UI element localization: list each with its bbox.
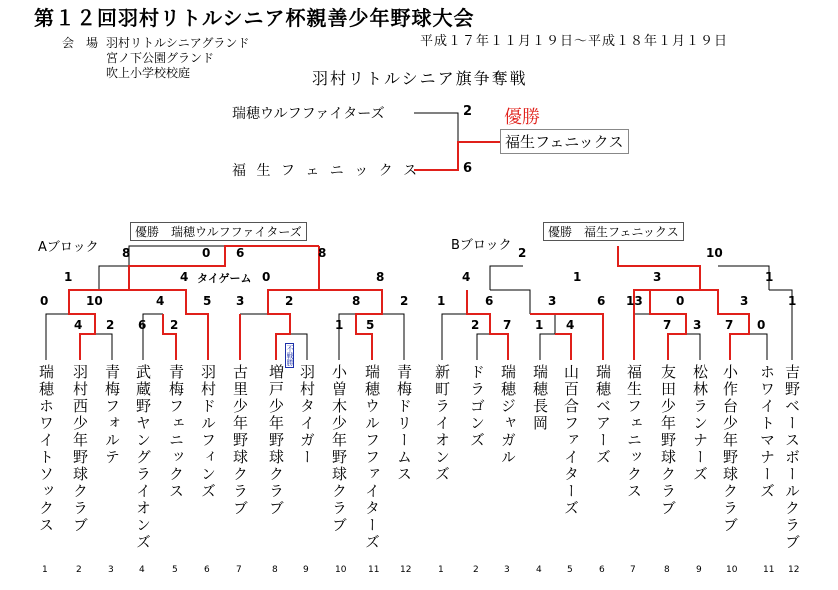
team-name: 武蔵野ヤングライオンズ [134,364,152,551]
match-score: 10 [706,246,723,260]
match-score: 7 [663,318,672,332]
match-score: 0 [202,246,211,260]
team-number: 9 [696,565,702,575]
team-number: 7 [236,565,242,575]
team-number: 8 [664,565,670,575]
team-number: 7 [630,565,636,575]
team-number: 6 [204,565,210,575]
team-number: 9 [303,565,309,575]
team-number: 5 [567,565,573,575]
team-number: 4 [536,565,542,575]
team-number: 12 [788,565,800,575]
match-score: 8 [122,246,131,260]
bracket-black-lines [46,113,792,360]
match-score: 0 [757,318,766,332]
team-name: 羽村タイガー [298,364,316,466]
match-score: 6 [138,318,147,332]
final-score-top: 2 [463,104,473,119]
match-score: 4 [566,318,575,332]
team-name: 羽村西少年野球クラブ [71,364,89,534]
tie-game-label: タイゲーム [197,272,252,285]
team-name: 瑞穂ジャガル [499,364,517,466]
match-score: 1 [437,294,446,308]
venue-2: 宮ノ下公園グランド [106,51,215,65]
team-number: 4 [139,565,145,575]
match-score: 0 [262,270,271,284]
match-score: 1 [535,318,544,332]
team-name: 福生フェニックス [625,364,643,500]
team-name: 友田少年野球クラブ [659,364,677,517]
match-score: 2 [400,294,409,308]
match-score: 13 [626,294,643,308]
match-score: 1 [765,270,774,284]
team-number: 2 [76,565,82,575]
match-score: 3 [740,294,749,308]
final-score-bottom: 6 [463,161,473,176]
block-a-champion: 優勝 瑞穂ウルフファイターズ [130,222,307,241]
team-name: 小曽木少年野球クラブ [330,364,348,534]
team-name: 松林ランナーズ [691,364,709,483]
match-score: 4 [462,270,471,284]
match-score: 1 [335,318,344,332]
match-score: 2 [106,318,115,332]
match-score: 3 [653,270,662,284]
team-number: 3 [504,565,510,575]
team-name: 吉野ベースボールクラブ [783,364,801,551]
match-score: 8 [318,246,327,260]
team-number: 3 [108,565,114,575]
team-name: ドラゴンズ [468,364,486,449]
match-score: 4 [74,318,83,332]
match-score: 4 [156,294,165,308]
team-name: 山百合ファイターズ [562,364,580,517]
match-score: 7 [725,318,734,332]
match-score: 8 [376,270,385,284]
match-score: 3 [236,294,245,308]
team-name: 瑞穂ベアーズ [594,364,612,466]
match-score: 5 [366,318,375,332]
team-name: ホワイトマナーズ [758,364,776,500]
team-number: 1 [42,565,48,575]
team-number: 11 [763,565,775,575]
team-name: 瑞穂長岡 [531,364,549,432]
match-score: 1 [573,270,582,284]
team-name: 古里少年野球クラブ [231,364,249,517]
block-b-label: Bブロック [451,238,512,253]
team-name: 青梅フェニックス [167,364,185,500]
final-team-top: 瑞穂ウルフファイターズ [232,106,385,122]
match-score: 3 [693,318,702,332]
team-name: 羽村ドルフィンズ [199,364,217,500]
flag-title: 羽村リトルシニア旗争奪戦 [312,69,528,88]
team-number: 12 [400,565,412,575]
final-team-bottom: 福 生 フ ェ ニ ッ ク ス [232,163,421,179]
venue-3: 吹上小学校校庭 [106,66,191,80]
match-score: 6 [236,246,245,260]
match-score: 0 [676,294,685,308]
team-number: 2 [473,565,479,575]
match-score: 0 [40,294,49,308]
match-score: 3 [548,294,557,308]
match-score: 2 [518,246,527,260]
team-number: 1 [438,565,444,575]
team-number: 6 [599,565,605,575]
match-score: 6 [597,294,606,308]
team-number: 8 [272,565,278,575]
team-number: 5 [172,565,178,575]
match-score: 4 [180,270,189,284]
match-score: 8 [352,294,361,308]
champion-label: 優勝 [504,107,540,128]
team-name: 瑞穂ホワイトソックス [37,364,55,534]
tournament-title: 第１２回羽村リトルシニア杯親善少年野球大会 [34,6,475,30]
team-name: 瑞穂ウルフファイターズ [363,364,381,551]
forfeit-badge: 不戦勝 [286,345,294,366]
date-range: 平成１７年１１月１９日～平成１８年１月１９日 [420,34,729,49]
match-score: 1 [788,294,797,308]
team-name: 増戸少年野球クラブ [267,364,285,517]
match-score: 1 [64,270,73,284]
match-score: 2 [170,318,179,332]
team-name: 青梅ドリームス [395,364,413,483]
match-score: 5 [203,294,212,308]
champion-name: 福生フェニックス [500,129,629,154]
team-name: 小作台少年野球クラブ [721,364,739,534]
match-score: 6 [485,294,494,308]
match-score: 10 [86,294,103,308]
match-score: 7 [503,318,512,332]
match-score: 2 [285,294,294,308]
match-score: 2 [471,318,480,332]
team-name: 新町ライオンズ [433,364,451,483]
venue-1: 羽村リトルシニアグランド [106,36,250,50]
venue-label: 会 場 [62,36,99,50]
block-b-champion: 優勝 福生フェニックス [543,222,684,241]
team-number: 10 [726,565,738,575]
block-a-label: Aブロック [38,240,99,255]
team-name: 青梅フォルテ [103,364,121,466]
team-number: 10 [335,565,347,575]
team-number: 11 [368,565,380,575]
